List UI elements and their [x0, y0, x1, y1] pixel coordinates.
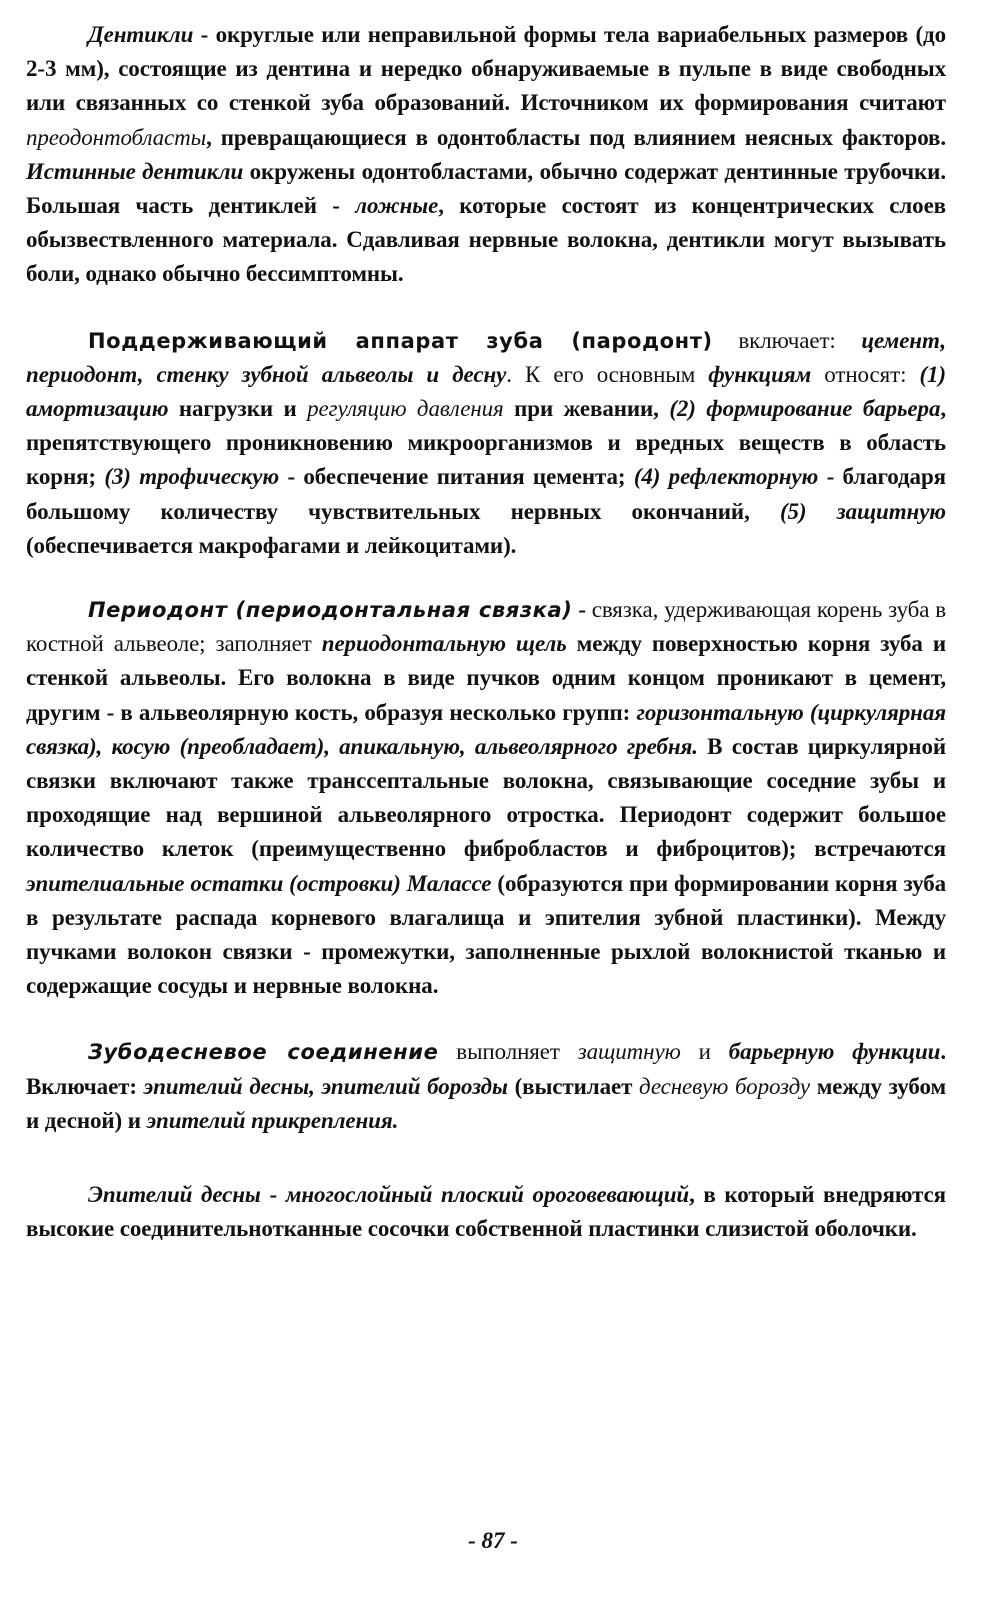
- gingival-epithelium-text-run: -: [260, 1182, 286, 1208]
- dentogingival-text-run: (выстилает: [507, 1073, 640, 1099]
- periodontal-ligament-text-run: эпителиальные остатки (островки) Малассе: [26, 870, 492, 896]
- periodontium-text-run: (обеспечивается макрофагами и лейкоцитами).: [26, 532, 517, 558]
- paragraph-gingival-epithelium: [26, 1178, 946, 1246]
- dentogingival-text-run: защитную: [577, 1039, 681, 1065]
- denticles-text-run: ложные: [355, 193, 439, 219]
- dentogingival-text-run: Зубодесневое соединение: [88, 1040, 439, 1065]
- periodontium-text-run: . К его основным: [506, 361, 709, 387]
- dentogingival-text-run: . Включает:: [26, 1039, 946, 1099]
- periodontium-text-run: (5) защитную: [779, 498, 946, 524]
- denticles-text-run: Истинные дентикли: [26, 158, 244, 184]
- denticles-text-run: преодонтобласты: [26, 124, 207, 150]
- paragraph-denticles: [26, 18, 946, 292]
- periodontal-ligament-text-run: периодонтальную щель: [321, 631, 567, 657]
- periodontal-ligament-text-run: горизонтальную (циркулярная связка), косую (преобладает), апикальную, альвеолярного гребня.: [26, 699, 946, 759]
- denticles-text-run: , превращающиеся в одонтобласты под влиянием неясных факторов.: [206, 124, 946, 150]
- denticles-text-run: Дентикли: [88, 22, 194, 47]
- periodontium-text-run: функциям: [708, 361, 812, 387]
- gingival-epithelium-text-run: многослойный плоский ороговевающий: [285, 1182, 690, 1208]
- paragraph-dentogingival-junction: [26, 1035, 946, 1138]
- gingival-epithelium-text-run: Эпителий десны: [88, 1182, 261, 1208]
- periodontium-text-run: регуляцию давления: [307, 396, 504, 422]
- periodontium-text-run: включает:: [712, 327, 862, 353]
- periodontium-text-run: цемент, периодонт, стенку зубной альвеолы и десну: [26, 327, 946, 387]
- dentogingival-text-run: эпителий прикрепления.: [146, 1107, 399, 1133]
- periodontium-text-run: (3) трофическую: [104, 464, 280, 490]
- periodontal-ligament-text-run: между поверхностью корня зуба и стенкой альвеолы. Его волокна в виде пучков одним концом проникают в цемент, другим - в альвеолярную кость, образуя несколько групп:: [26, 631, 947, 725]
- periodontium-text-run: относят:: [811, 361, 920, 387]
- denticles-text-run: , которые состоят из концентрических слоев обызвествленного материала. Сдавливая нервные волокна, дентикли могут вызывать боли, однако обычно бессимптомны.: [26, 193, 946, 287]
- gingival-epithelium-text-run: , в который внедряются высокие соединительнотканные сосочки собственной пластинки слизистой оболочки.: [26, 1182, 947, 1242]
- dentogingival-text-run: десневую борозду: [639, 1073, 810, 1099]
- denticles-text-run: - округлые или неправильной формы тела вариабельных размеров (до 2-3 мм), состоящие из дентина и нередко обнаруживаемые в пульпе в виде свободных или связанных со стенкой зуба образований. Источником их формирования считают: [26, 22, 946, 116]
- periodontium-text-run: - обеспечение питания цемента;: [279, 464, 634, 490]
- paragraph-periodontium: [26, 324, 946, 563]
- periodontal-ligament-text-run: Периодонт (периодонтальная связка): [88, 598, 573, 623]
- periodontal-ligament-text-run: (образуются при формировании корня зуба в результате распада корневого влагалища и эпителия зубной пластинки). Между пучками волокон связки - промежутки, заполненные рыхлой волокнистой тканью и содержащие сосуды и нервные волокна.: [26, 870, 947, 999]
- page-number: - 87 -: [468, 1528, 518, 1553]
- periodontium-text-run: (2) формирование барьера: [669, 396, 941, 422]
- periodontium-text-run: (4) рефлекторную: [633, 464, 819, 490]
- denticles-text-run: окружены одонтобластами, обычно содержат дентинные трубочки. Большая часть дентиклей -: [26, 158, 946, 219]
- periodontium-text-run: при жевании,: [503, 396, 670, 422]
- periodontium-text-run: - благодаря большому количеству чувствительных нервных окончаний,: [26, 464, 946, 524]
- periodontal-ligament-text-run: В состав циркулярной связки включают также транссептальные волокна, связывающие соседние зубы и проходящие над вершиной альвеолярного отростка. Периодонт содержит большое количество клеток (преимущественно фибробластов и фиброцитов); встречаются: [26, 733, 946, 862]
- dentogingival-text-run: между зубом и десной) и: [26, 1073, 947, 1133]
- dentogingival-text-run: выполняет: [438, 1039, 578, 1065]
- periodontium-text-run: Поддерживающий аппарат зуба (пародонт): [88, 328, 713, 353]
- dentogingival-text-run: барьерную функции: [728, 1039, 941, 1065]
- dentogingival-text-run: эпителий десны, эпителий борозды: [143, 1073, 508, 1099]
- periodontal-ligament-text-run: -: [572, 597, 592, 623]
- paragraph-periodontal-ligament: [26, 593, 946, 1003]
- periodontal-ligament-text-run: связка, удерживающая корень зуба в костной альвеоле; заполняет: [26, 597, 946, 657]
- periodontium-text-run: (1) амортизацию: [26, 361, 946, 422]
- periodontium-text-run: , препятствующего проникновению микроорганизмов и вредных веществ в область корня;: [26, 396, 947, 490]
- dentogingival-text-run: и: [680, 1039, 729, 1065]
- periodontium-text-run: нагрузки и: [168, 396, 308, 422]
